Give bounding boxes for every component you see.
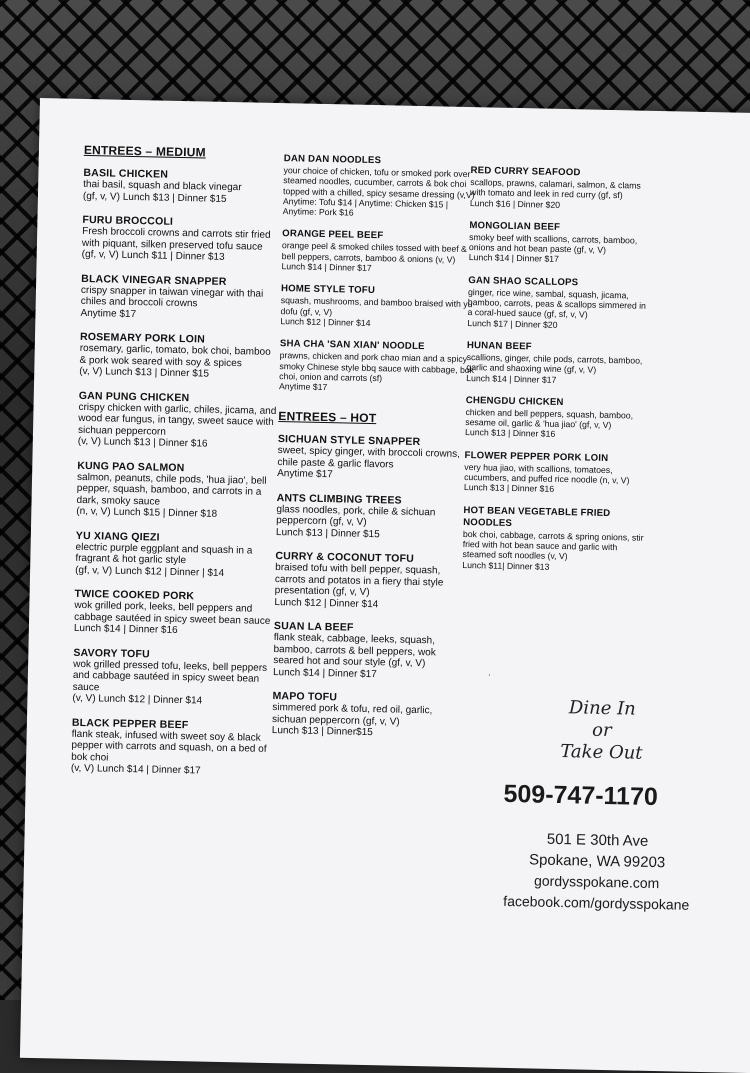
menu-item xyxy=(277,434,473,485)
menu-item-price: Lunch $13 | Dinner $16 xyxy=(463,482,555,495)
menu-item xyxy=(466,340,652,387)
dine-in-take-out-note xyxy=(531,696,672,765)
menu-item xyxy=(280,283,476,330)
menu-item-description: scallops, prawns, calamari, salmon, & clams with tomato and leek in red curry (gf, sf) xyxy=(470,177,641,201)
menu-item-name: YU XIANG QIEZI xyxy=(75,529,160,544)
menu-item-name: DAN DAN NOODLES xyxy=(283,153,382,167)
menu-item xyxy=(80,272,281,323)
dine-line-2: or xyxy=(591,719,612,742)
menu-item-price: Anytime: Tofu $14 | Anytime: Chicken $15 | Anytime: Pork $16 xyxy=(282,196,449,218)
facebook-link: facebook.com/gordysspokane xyxy=(503,892,690,913)
menu-item-description: crispy snapper in taiwan vinegar with thai chiles and broccoli crowns xyxy=(80,284,264,310)
menu-column-middle xyxy=(271,153,478,753)
menu-item-price: Lunch $17 | Dinner $20 xyxy=(467,317,558,330)
menu-item-description: glass noodles, pork, chile & sichuan peppercorn (gf, v, V) xyxy=(276,503,436,529)
section-heading-medium: ENTREES – MEDIUM xyxy=(83,142,206,160)
menu-item-description: wok grilled pressed tofu, leeks, bell peppers and cabbage sautéed in spicy sweet bean sauce xyxy=(72,658,268,693)
menu-item-price: Lunch $14 | Dinner $17 xyxy=(281,261,372,274)
menu-item-description: thai basil, squash and black vinegar xyxy=(83,178,242,194)
menu-item-price: Lunch $12 | Dinner $14 xyxy=(280,316,371,328)
menu-item-name: SUAN LA BEEF xyxy=(273,620,354,635)
menu-item-price: (gf, v, V) Lunch $12 | Dinner | $14 xyxy=(75,564,225,579)
menu-item-description: flank steak, infused with sweet soy & black pepper with carrots and squash, on a bed of bok choi xyxy=(71,728,267,764)
menu-column-left xyxy=(71,143,284,791)
menu-item-description: smoky beef with scallions, carrots, bamboo, onions and hot bean paste (gf, v, V) xyxy=(468,231,638,256)
menu-item xyxy=(281,229,477,276)
menu-item-price: (gf, v, V) Lunch $11 | Dinner $13 xyxy=(81,248,225,263)
menu-item-name: HOT BEAN VEGETABLE FRIED NOODLES xyxy=(463,504,611,529)
menu-item-price: Anytime $17 xyxy=(80,307,137,320)
menu-item xyxy=(273,620,469,682)
menu-item-description: flank steak, cabbage, leeks, squash, bamboo, carrots & bell peppers, wok seared hot and sour style (gf, v, V) xyxy=(273,632,436,670)
menu-item-description: sweet, spicy ginger, with broccoli crowns, chile paste & garlic flavors xyxy=(277,445,461,471)
menu-item-name: CHENGDU CHICKEN xyxy=(465,394,564,408)
menu-item-name: GAN SHAO SCALLOPS xyxy=(468,274,579,289)
menu-item-name: GAN PUNG CHICKEN xyxy=(78,389,190,404)
menu-item-description: simmered pork & tofu, red oil, garlic, sichuan peppercorn (gf, v, V) xyxy=(271,702,433,728)
menu-item-name: BLACK VINEGAR SNAPPER xyxy=(81,272,227,288)
menu-item-description: orange peel & smoked chiles tossed with beef & bell peppers, carrots, bamboo & onions (v, V) xyxy=(281,240,467,265)
menu-item-name: ROSEMARY PORK LOIN xyxy=(79,330,206,346)
menu-item-name: KUNG PAO SALMON xyxy=(77,459,185,474)
menu-item-price: (v, V) Lunch $12 | Dinner $14 xyxy=(72,692,203,707)
menu-item-price: (gf, v, V) Lunch $13 | Dinner $15 xyxy=(82,190,227,205)
website-link: gordysspokane.com xyxy=(533,872,660,892)
menu-item-description: scallions, ginger, chile pods, carrots, bamboo, garlic and shaoxing wine (gf, v, V) xyxy=(466,351,643,375)
menu-item-price: Anytime $17 xyxy=(277,468,333,481)
menu-item-description: wok grilled pork, leeks, bell peppers and cabbage sautéed in spicy sweet bean sauce xyxy=(74,599,271,627)
menu-item-description: Fresh broccoli crowns and carrots stir fried with piquant, silken preserved tofu sauce xyxy=(81,225,271,253)
menu-item-description: bok choi, cabbage, carrots & spring onions, stir fried with hot bean sauce and garlic with steamed soft noodles (v, V) xyxy=(462,528,644,562)
menu-item xyxy=(76,459,277,521)
menu-item xyxy=(274,550,470,612)
menu-item-price: (v, V) Lunch $14 | Dinner $17 xyxy=(70,762,201,777)
menu-item xyxy=(469,220,655,267)
menu-item xyxy=(272,690,468,741)
menu-item-price: Lunch $12 | Dinner $14 xyxy=(274,596,379,611)
menu-item-description: your choice of chicken, tofu or smoked pork over steamed noodles, cucumber, carrots & bok choi topped with a chilled, spicy sesame dressing (v,V) xyxy=(283,165,475,200)
phone-number: 509-747-1170 xyxy=(503,779,659,812)
dine-line-1: Dine In xyxy=(568,697,636,720)
menu-item-price: Lunch $14 | Dinner $17 xyxy=(272,666,377,681)
menu-item-price: Lunch $11| Dinner $13 xyxy=(462,559,550,572)
menu-item xyxy=(83,167,284,206)
menu-item-price: Lunch $13 | Dinner $15 xyxy=(275,526,380,541)
menu-item-price: Anytime $17 xyxy=(278,381,328,393)
menu-item xyxy=(279,338,475,395)
dine-line-3: Take Out xyxy=(560,741,643,764)
menu-item xyxy=(276,492,472,543)
menu-item-description: braised tofu with bell pepper, squash, carrots and potatos in a fiery thai style presentation (gf, v, V) xyxy=(274,562,444,599)
menu-item xyxy=(74,588,275,639)
menu-item xyxy=(75,529,276,580)
menu-item-name: SAVORY TOFU xyxy=(73,646,151,660)
menu-item xyxy=(283,153,479,221)
menu-item-name: ORANGE PEEL BEEF xyxy=(282,228,384,242)
menu-item-price: Lunch $16 | Dinner $20 xyxy=(469,197,561,210)
menu-item xyxy=(470,165,656,212)
menu-item-description: ginger, rice wine, sambal, squash, jicama, bamboo, carrots, peas & scallops simmered in a coral-hued sauce (gf, sf, v, V) xyxy=(467,286,647,320)
menu-item xyxy=(465,395,651,442)
menu-item-price: (v, V) Lunch $13 | Dinner $16 xyxy=(77,435,208,450)
menu-item-description: prawns, chicken and pork chao mian and a spicy smoky Chinese style bbq sauce with cabbage, bok choi, onion and carrots (sf) xyxy=(279,350,475,384)
menu-item-description: chicken and bell peppers, squash, bamboo, sesame oil, garlic & 'hua jiao' (gf, v, V) xyxy=(465,406,634,431)
menu-item-name: CURRY & COCONUT TOFU xyxy=(275,550,415,566)
menu-item xyxy=(71,716,272,778)
menu-item-name: FLOWER PEPPER PORK LOIN xyxy=(464,449,609,464)
section-heading-hot: ENTREES – HOT xyxy=(278,409,377,426)
menu-item-name: RED CURRY SEAFOOD xyxy=(470,165,581,179)
menu-item xyxy=(72,646,273,708)
menu-item-name: BASIL CHICKEN xyxy=(83,166,169,181)
menu-item-price: (v, V) Lunch $13 | Dinner $15 xyxy=(79,365,210,380)
menu-item-name: BLACK PEPPER BEEF xyxy=(71,716,189,731)
menu-item xyxy=(78,389,279,451)
menu-item-name: FURU BROCCOLI xyxy=(82,213,174,228)
menu-item-price: Lunch $14 | Dinner $17 xyxy=(468,252,560,265)
menu-item-price: Lunch $14 | Dinner $17 xyxy=(466,372,557,385)
menu-column-right xyxy=(462,165,656,586)
menu-item-name: ANTS CLIMBING TREES xyxy=(276,491,402,507)
address-line-1: 501 E 30th Ave xyxy=(546,830,649,850)
menu-sheet xyxy=(20,98,750,1073)
menu-item-description: squash, mushrooms, and bamboo braised with yu dofu (gf, v, V) xyxy=(280,295,473,317)
menu-item-name: MONGOLIAN BEEF xyxy=(469,219,561,233)
menu-item xyxy=(79,331,280,382)
menu-item-name: SICHUAN STYLE SNAPPER xyxy=(277,433,421,449)
menu-item-description: very hua jiao, with scallions, tomatoes, cucumbers, and puffed rice noodle (n, v, V) xyxy=(464,461,630,486)
menu-item-description: rosemary, garlic, tomato, bok choi, bamboo & pork wok seared with soy & spices xyxy=(79,342,271,369)
menu-item-name: HOME STYLE TOFU xyxy=(280,283,376,297)
menu-item-price: Lunch $14 | Dinner $16 xyxy=(73,622,178,636)
menu-item xyxy=(462,505,648,574)
menu-item-price: Lunch $13 | Dinner $16 xyxy=(464,427,556,440)
menu-item xyxy=(82,214,283,265)
menu-item-price: (n, v, V) Lunch $15 | Dinner $18 xyxy=(76,505,218,520)
menu-item-name: TWICE COOKED PORK xyxy=(74,587,195,603)
contact-block xyxy=(501,828,693,916)
menu-item-price: Lunch $13 | Dinner$15 xyxy=(271,725,373,739)
menu-item xyxy=(464,450,650,497)
menu-item-name: HUNAN BEEF xyxy=(466,339,532,353)
menu-item-name: MAPO TOFU xyxy=(272,690,338,704)
menu-item-description: crispy chicken with garlic, chiles, jicama, and wood ear fungus, in tangy, sweet sauce with sichuan peppercorn xyxy=(77,401,277,438)
address-line-2: Spokane, WA 99203 xyxy=(528,851,666,872)
bullet-dot: . xyxy=(487,667,491,679)
menu-item-name: SHA CHA 'SAN XIAN' NOODLE xyxy=(279,338,425,353)
menu-item xyxy=(467,275,653,332)
menu-item-description: salmon, peanuts, chile pods, 'hua jiao', bell pepper, squash, bamboo, and carrots in a dark, smoky sauce xyxy=(76,471,267,508)
menu-item-description: electric purple eggplant and squash in a fragrant & hot garlic style xyxy=(75,541,253,567)
